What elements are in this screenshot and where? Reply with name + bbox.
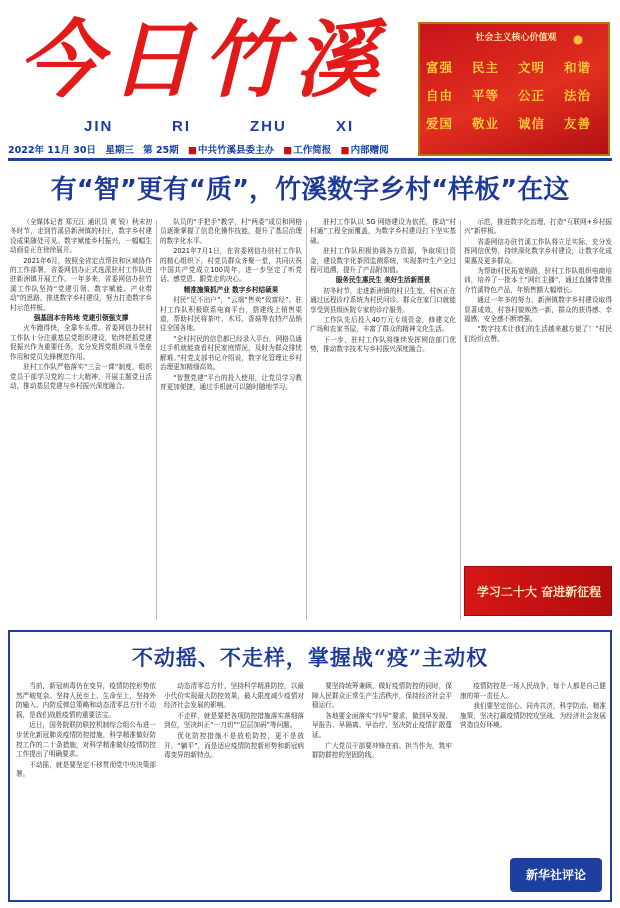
value-word: 友善 (564, 116, 592, 131)
article-2-frame (8, 630, 612, 902)
masthead-pinyin (84, 118, 404, 140)
value-word: 自由 (426, 88, 454, 103)
issue-publisher: 中共竹溪县委主办 (197, 145, 274, 156)
article-2-column-4 (460, 682, 606, 850)
masthead-divider (8, 158, 612, 161)
value-word: 诚信 (518, 116, 546, 131)
paragraph: 初冬时节，走进新洲镇的村卫生室，村医正在通过远程诊疗系统为村民问诊。群众在家门口就能享受到县级医院专家的诊疗服务。 (310, 286, 456, 314)
paragraph: 我们要坚定信心、同舟共济，科学防治、精准施策，坚决打赢疫情防控攻坚战，为经济社会发展营造良好环境。 (460, 702, 606, 730)
paragraph: （全媒体记者 郑元江 通讯员 黄 锐）秋末初冬时节，走到竹溪县新洲镇的村庄，数字乡村建设成果随处可见。数字赋能乡村振兴，一幅幅生动画卷正在徐徐展开。 (10, 218, 152, 255)
paragraph: 优化防控措施不是放松防控，更不是放开、“躺平”，而是适应疫情防控新形势和新冠病毒变异的新特点。 (164, 731, 304, 760)
subheading: 服务民生惠民生 美好生活新图景 (335, 276, 431, 285)
subheading: 精准施策抓产业 数字乡村结硕果 (183, 285, 279, 294)
masthead-title: 今日竹溪 (18, 10, 387, 109)
column-divider (460, 220, 461, 620)
issue-distribution: 内部赠阅 (350, 145, 389, 156)
paragraph: 要坚持统筹兼顾，做好疫情防控的同时，保障人民群众正常生产生活秩序，保持经济社会平稳运行。 (312, 682, 452, 710)
paragraph: 广大党员干部要冲锋在前、担当作为，筑牢群防群控的坚固防线。 (312, 741, 452, 760)
commentary-badge-label: 新华社评论 (525, 868, 586, 882)
column-divider (156, 220, 157, 620)
values-row (426, 114, 606, 142)
paragraph: 为帮助村民拓宽销路，驻村工作队组织电商培训，培养了一批本土“网红主播”，通过直播带货推介竹溪特色产品，年销售额大幅增长。 (464, 267, 612, 294)
issue-number: 第 25期 (143, 145, 179, 156)
paragraph: “智慧党建”平台的投入使用，让党员学习教育更加便捷，通过手机就可以随时随地学习。 (160, 373, 302, 391)
value-word: 和谐 (564, 60, 592, 75)
paragraph: 各地要全面落实“四早”要求，做到早发现、早报告、早隔离、早治疗，坚决防止疫情扩散蔓延。 (312, 711, 452, 739)
subheading: 强基固本夯阵地 党建引领强支撑 (33, 314, 129, 323)
paragraph: 驻村工作队以 5G 网络建设为依托，推动“村村通”工程全面覆盖，为数字乡村建设打下坚实基础。 (310, 218, 456, 245)
value-word: 富强 (426, 60, 454, 75)
paragraph: 通过一年多的努力，新洲镇数字乡村建设取得显著成效，村容村貌焕然一新，群众的获得感、幸福感、安全感不断增强。 (464, 296, 612, 324)
article-2-column-2 (164, 682, 304, 896)
value-word: 民主 (472, 60, 500, 75)
value-word: 敬业 (472, 116, 500, 131)
pinyin-xi: XI (336, 118, 355, 135)
core-values-heading: 社会主义核心价值观 (475, 33, 557, 43)
masthead (8, 10, 410, 140)
issue-weekday: 星期三 (105, 145, 134, 156)
paragraph: 当前，新冠病毒仍在变异，疫情防控形势依然严峻复杂。坚持人民至上、生命至上，坚持外防输入、内防反弹总策略和动态清零总方针不动摇，是我们战胜疫情的重要法宝。 (16, 682, 156, 719)
commentary-badge (510, 858, 602, 892)
article-1-column-3 (310, 218, 456, 624)
value-word: 法治 (564, 88, 592, 103)
paragraph: 疫情防控是一场人民战争，每个人都是自己健康的第一责任人。 (460, 682, 606, 700)
article-1-column-2 (160, 218, 302, 624)
slogan-banner (464, 566, 612, 616)
values-row (426, 58, 606, 86)
paragraph: 省委网信办驻竹溪工作队将立足实际，充分发挥网信优势，持续深化数字乡村建设，让数字化成果惠及更多群众。 (464, 237, 612, 265)
paragraph: 火车跑得快，全靠车头带。省委网信办驻村工作队十分注重基层党组织建设，始终把抓党建促振兴作为重要任务，充分发挥党组织战斗堡垒作用和党员先锋模范作用。 (10, 324, 152, 361)
article-1-column-1 (10, 218, 152, 624)
paragraph: 村民“足不出户”，“云端”售卖“致富经”。驻村工作队积极联系电商平台，搭建线上销售渠道，帮助村民将茶叶、木耳、香菇等农特产品销往全国各地。 (160, 296, 302, 333)
pinyin-jin: JIN (84, 118, 114, 135)
paragraph: 2021年7月1日，在省委网信办驻村工作队的精心组织下，村党员群众齐聚一堂，共同庆祝中国共产党成立100周年，进一步坚定了听党话、感党恩、跟党走的决心。 (160, 247, 302, 284)
article-1-column-4 (464, 218, 612, 552)
pinyin-ri: RI (172, 118, 191, 135)
value-word: 公正 (518, 88, 546, 103)
paragraph: “全村村民的信息都已经录入平台，网格员通过手机就能查看村民家庭情况，及时为群众排忧解难。”村党支部书记介绍说，数字化管理让乡村治理更加精细高效。 (160, 334, 302, 372)
core-values-box (418, 22, 610, 156)
pinyin-zhu: ZHU (250, 118, 287, 135)
value-word: 文明 (518, 60, 546, 75)
paragraph: “数字技术让我们的生活越来越方便了！”村民们纷纷点赞。 (464, 325, 612, 343)
square-icon: ■ (283, 145, 293, 156)
issue-info-bar (8, 142, 410, 156)
paragraph: 驻村工作队积极协调各方资源，争取项目资金，建设数字化茶园监测系统，实现茶叶生产全过程可追溯，提升了产品附加值。 (310, 247, 456, 275)
issue-date: 2022年 11月 30日 (8, 145, 96, 156)
article-2-column-1 (16, 682, 156, 896)
paragraph: 队员的“手把手”教学，村“两委”成员和网格员逐渐掌握了信息化操作技能，提升了基层治理的数字化水平。 (160, 218, 302, 245)
square-icon: ■ (340, 145, 350, 156)
article-2-column-3 (312, 682, 452, 896)
paragraph: 近日，国务院联防联控机制综合组公布进一步优化新冠肺炎疫情防控措施，科学精准做好防控工作的二十条措施，对科学精准做好疫情防控工作提出了明确要求。 (16, 721, 156, 759)
value-word: 平等 (472, 88, 500, 103)
issue-type: 工作简报 (293, 145, 332, 156)
paragraph: 2021年6月，按照全省定点帮扶和区域协作的工作部署，省委网信办正式选派驻村工作队进驻新洲镇开展工作。一年多来，省委网信办驻竹溪工作队坚持“党建引领、数字赋能、产业带动”的思路，推进数字乡村建设，努力打造数字乡村示范样板。 (10, 256, 152, 312)
values-row (426, 86, 606, 114)
paragraph: 不走样，就是要把各项防控措施落实落细落到位，坚决纠正“一刀切”“层层加码”等问题。 (164, 711, 304, 730)
paragraph: 示范，推进数字化治理，打造“互联网+乡村振兴”新样板。 (464, 218, 612, 236)
square-icon: ■ (187, 145, 197, 156)
paragraph: 动态清零总方针，坚持科学精准防控，以最小代价实现最大防控效果，最大限度减少疫情对经济社会发展的影响。 (164, 682, 304, 710)
article-2-headline: 不动摇、不走样，掌握战“疫”主动权 (131, 645, 489, 670)
core-values-grid (426, 58, 606, 142)
slogan-text: 学习二十大 奋进新征程 (476, 585, 602, 599)
paragraph: 下一步，驻村工作队将继续发挥网信部门优势，推动数字技术与乡村振兴深度融合。 (310, 335, 456, 354)
paragraph: 工作队先后投入40万元专项资金，修建文化广场和农家书屋，丰富了群众的精神文化生活。 (310, 316, 456, 334)
value-word: 爱国 (426, 116, 454, 131)
paragraph: 不动摇，就是要坚定不移贯彻党中央决策部署。 (16, 760, 156, 779)
paragraph: 驻村工作队严格落实“三会一课”制度，组织党员干部学习党的二十大精神，开展主题党日活动，推动基层党建与乡村振兴深度融合。 (10, 363, 152, 390)
column-divider (306, 220, 307, 620)
article-1-headline: 有“智”更有“质”，竹溪数字乡村“样板”在这 (50, 175, 570, 205)
